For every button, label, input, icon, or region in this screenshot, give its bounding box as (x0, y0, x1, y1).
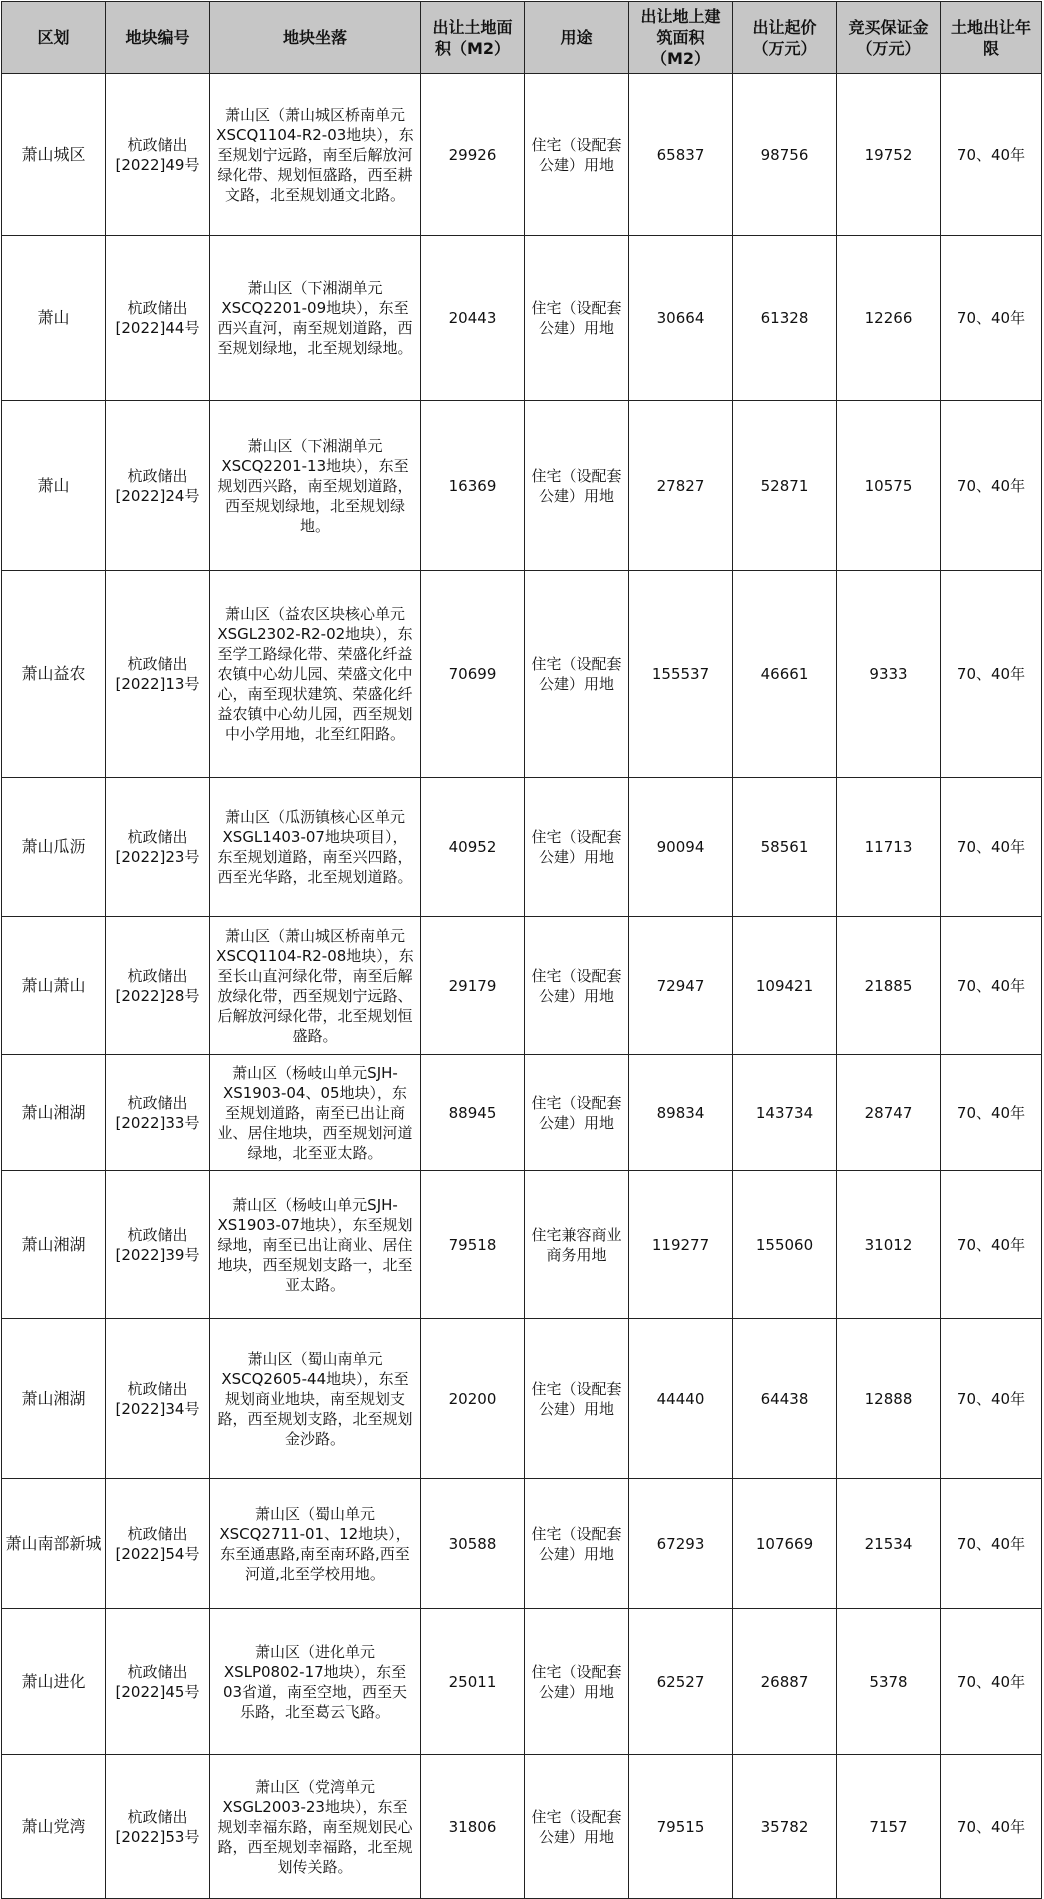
area-cell: 40952 (421, 778, 525, 917)
location-cell: 萧山区（益农区块核心单元XSGL2302-R2-02地块），东至学工路绿化带、荣盛化纤益农镇中心幼儿园、荣盛文化中心，南至现状建筑、荣盛化纤益农镇中心幼儿园，西至规划中小学用地，北至红阳路。 (210, 571, 421, 778)
location-cell: 萧山区（党湾单元XSGL2003-23地块），东至规划幸福东路，南至规划民心路，西至规划幸福路，北至规划传关路。 (210, 1755, 421, 1899)
use-cell: 住宅（设配套公建）用地 (525, 1479, 629, 1609)
floor-area-cell: 90094 (629, 778, 733, 917)
location-cell: 萧山区（萧山城区桥南单元XSCQ1104-R2-03地块），东至规划宁远路，南至后解放河绿化带、规划恒盛路，西至耕文路，北至规划通文北路。 (210, 74, 421, 236)
use-cell: 住宅兼容商业商务用地 (525, 1171, 629, 1319)
header-code: 地块编号 (106, 2, 210, 74)
years-cell: 70、40年 (941, 917, 1042, 1055)
deposit-cell: 10575 (837, 401, 941, 571)
code-cell: 杭政储出[2022]28号 (106, 917, 210, 1055)
floor-area-cell: 62527 (629, 1609, 733, 1755)
district-cell: 萧山萧山 (2, 917, 106, 1055)
use-cell: 住宅（设配套公建）用地 (525, 1055, 629, 1171)
deposit-cell: 7157 (837, 1755, 941, 1899)
district-cell: 萧山湘湖 (2, 1055, 106, 1171)
start-price-cell: 58561 (733, 778, 837, 917)
table-row (2, 917, 1042, 1055)
header-use: 用途 (525, 2, 629, 74)
table-row (2, 74, 1042, 236)
years-cell: 70、40年 (941, 401, 1042, 571)
table-row (2, 571, 1042, 778)
use-cell: 住宅（设配套公建）用地 (525, 236, 629, 401)
code-cell: 杭政储出[2022]45号 (106, 1609, 210, 1755)
area-cell: 30588 (421, 1479, 525, 1609)
start-price-cell: 64438 (733, 1319, 837, 1479)
location-cell: 萧山区（瓜沥镇核心区单元XSGL1403-07地块项目），东至规划道路，南至兴四路，西至光华路，北至规划道路。 (210, 778, 421, 917)
code-cell: 杭政储出[2022]53号 (106, 1755, 210, 1899)
area-cell: 31806 (421, 1755, 525, 1899)
district-cell: 萧山湘湖 (2, 1171, 106, 1319)
years-cell: 70、40年 (941, 1479, 1042, 1609)
table-row (2, 778, 1042, 917)
district-cell: 萧山党湾 (2, 1755, 106, 1899)
area-cell: 70699 (421, 571, 525, 778)
deposit-cell: 19752 (837, 74, 941, 236)
floor-area-cell: 89834 (629, 1055, 733, 1171)
use-cell: 住宅（设配套公建）用地 (525, 917, 629, 1055)
years-cell: 70、40年 (941, 1755, 1042, 1899)
start-price-cell: 98756 (733, 74, 837, 236)
use-cell: 住宅（设配套公建）用地 (525, 401, 629, 571)
start-price-cell: 109421 (733, 917, 837, 1055)
start-price-cell: 26887 (733, 1609, 837, 1755)
header-floor-area: 出让地上建筑面积（M2） (629, 2, 733, 74)
floor-area-cell: 119277 (629, 1171, 733, 1319)
location-cell: 萧山区（下湘湖单元XSCQ2201-13地块），东至规划西兴路，南至规划道路，西至规划绿地，北至规划绿地。 (210, 401, 421, 571)
area-cell: 29926 (421, 74, 525, 236)
header-area: 出让土地面积（M2） (421, 2, 525, 74)
floor-area-cell: 27827 (629, 401, 733, 571)
district-cell: 萧山益农 (2, 571, 106, 778)
location-cell: 萧山区（杨岐山单元SJH-XS1903-04、05地块），东至规划道路，南至已出让商业、居住地块，西至规划河道绿地，北至亚太路。 (210, 1055, 421, 1171)
floor-area-cell: 79515 (629, 1755, 733, 1899)
deposit-cell: 21885 (837, 917, 941, 1055)
location-cell: 萧山区（杨岐山单元SJH-XS1903-07地块），东至规划绿地，南至已出让商业、居住地块，西至规划支路一，北至亚太路。 (210, 1171, 421, 1319)
header-district: 区划 (2, 2, 106, 74)
area-cell: 25011 (421, 1609, 525, 1755)
location-cell: 萧山区（进化单元XSLP0802-17地块），东至03省道，南至空地，西至天乐路，北至葛云飞路。 (210, 1609, 421, 1755)
years-cell: 70、40年 (941, 571, 1042, 778)
deposit-cell: 12888 (837, 1319, 941, 1479)
start-price-cell: 155060 (733, 1171, 837, 1319)
district-cell: 萧山 (2, 236, 106, 401)
start-price-cell: 143734 (733, 1055, 837, 1171)
use-cell: 住宅（设配套公建）用地 (525, 1319, 629, 1479)
floor-area-cell: 65837 (629, 74, 733, 236)
code-cell: 杭政储出[2022]34号 (106, 1319, 210, 1479)
years-cell: 70、40年 (941, 778, 1042, 917)
district-cell: 萧山瓜沥 (2, 778, 106, 917)
district-cell: 萧山 (2, 401, 106, 571)
start-price-cell: 52871 (733, 401, 837, 571)
deposit-cell: 31012 (837, 1171, 941, 1319)
years-cell: 70、40年 (941, 236, 1042, 401)
table-row (2, 236, 1042, 401)
code-cell: 杭政储出[2022]33号 (106, 1055, 210, 1171)
use-cell: 住宅（设配套公建）用地 (525, 571, 629, 778)
header-start-price: 出让起价（万元） (733, 2, 837, 74)
years-cell: 70、40年 (941, 1055, 1042, 1171)
start-price-cell: 61328 (733, 236, 837, 401)
use-cell: 住宅（设配套公建）用地 (525, 74, 629, 236)
floor-area-cell: 155537 (629, 571, 733, 778)
code-cell: 杭政储出[2022]39号 (106, 1171, 210, 1319)
table-row (2, 1755, 1042, 1899)
floor-area-cell: 30664 (629, 236, 733, 401)
header-years: 土地出让年限 (941, 2, 1042, 74)
area-cell: 16369 (421, 401, 525, 571)
years-cell: 70、40年 (941, 1319, 1042, 1479)
location-cell: 萧山区（蜀山南单元XSCQ2605-44地块），东至规划商业地块，南至规划支路，西至规划支路，北至规划金沙路。 (210, 1319, 421, 1479)
code-cell: 杭政储出[2022]54号 (106, 1479, 210, 1609)
header-deposit: 竞买保证金（万元） (837, 2, 941, 74)
floor-area-cell: 72947 (629, 917, 733, 1055)
years-cell: 70、40年 (941, 1171, 1042, 1319)
years-cell: 70、40年 (941, 1609, 1042, 1755)
deposit-cell: 12266 (837, 236, 941, 401)
years-cell: 70、40年 (941, 74, 1042, 236)
deposit-cell: 11713 (837, 778, 941, 917)
area-cell: 20200 (421, 1319, 525, 1479)
table-row (2, 401, 1042, 571)
use-cell: 住宅（设配套公建）用地 (525, 778, 629, 917)
start-price-cell: 107669 (733, 1479, 837, 1609)
district-cell: 萧山南部新城 (2, 1479, 106, 1609)
area-cell: 20443 (421, 236, 525, 401)
header-row (2, 2, 1042, 74)
location-cell: 萧山区（蜀山单元XSCQ2711-01、12地块），东至通惠路,南至南环路,西至河道,北至学校用地。 (210, 1479, 421, 1609)
area-cell: 29179 (421, 917, 525, 1055)
floor-area-cell: 67293 (629, 1479, 733, 1609)
table-row (2, 1479, 1042, 1609)
location-cell: 萧山区（下湘湖单元XSCQ2201-09地块），东至西兴直河，南至规划道路，西至规划绿地，北至规划绿地。 (210, 236, 421, 401)
header-location: 地块坐落 (210, 2, 421, 74)
deposit-cell: 21534 (837, 1479, 941, 1609)
district-cell: 萧山进化 (2, 1609, 106, 1755)
use-cell: 住宅（设配套公建）用地 (525, 1755, 629, 1899)
area-cell: 79518 (421, 1171, 525, 1319)
location-cell: 萧山区（萧山城区桥南单元XSCQ1104-R2-08地块），东至长山直河绿化带，南至后解放绿化带，西至规划宁远路、后解放河绿化带，北至规划恒盛路。 (210, 917, 421, 1055)
table-row (2, 1609, 1042, 1755)
table-row (2, 1171, 1042, 1319)
table-row (2, 1319, 1042, 1479)
area-cell: 88945 (421, 1055, 525, 1171)
district-cell: 萧山湘湖 (2, 1319, 106, 1479)
code-cell: 杭政储出[2022]24号 (106, 401, 210, 571)
deposit-cell: 9333 (837, 571, 941, 778)
code-cell: 杭政储出[2022]23号 (106, 778, 210, 917)
code-cell: 杭政储出[2022]44号 (106, 236, 210, 401)
deposit-cell: 5378 (837, 1609, 941, 1755)
deposit-cell: 28747 (837, 1055, 941, 1171)
code-cell: 杭政储出[2022]13号 (106, 571, 210, 778)
code-cell: 杭政储出[2022]49号 (106, 74, 210, 236)
table-row (2, 1055, 1042, 1171)
floor-area-cell: 44440 (629, 1319, 733, 1479)
use-cell: 住宅（设配套公建）用地 (525, 1609, 629, 1755)
land-auction-table (1, 1, 1042, 1899)
start-price-cell: 46661 (733, 571, 837, 778)
district-cell: 萧山城区 (2, 74, 106, 236)
start-price-cell: 35782 (733, 1755, 837, 1899)
